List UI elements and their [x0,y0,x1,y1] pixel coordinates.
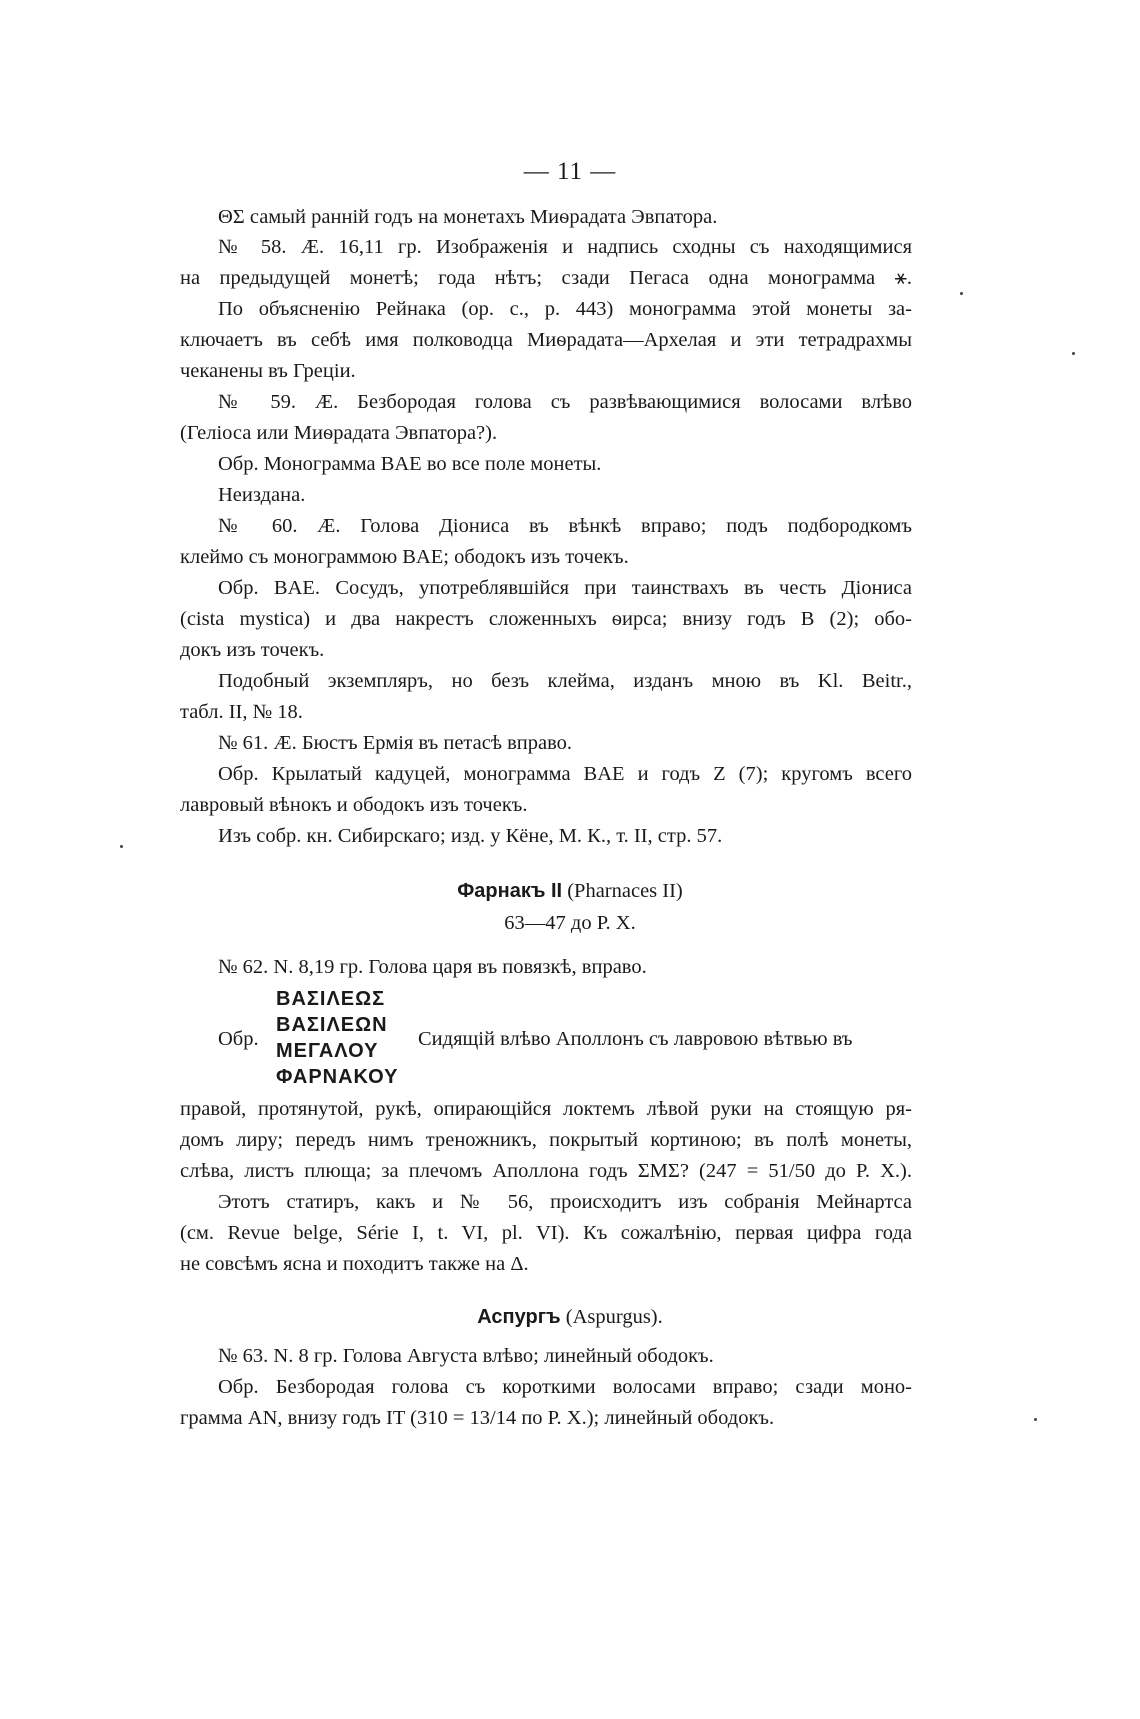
text-line: Подобный экземпляръ, но безъ клейма, изданъ мною въ Kl. Beitr., [218,670,912,692]
text-line: Обр. ΒΑΕ. Сосудъ, употреблявшійся при таинствахъ въ честь Діониса [218,577,912,599]
section-title-ru: Фарнакъ II [457,880,563,902]
greek-inscription-bottom: ΦΑΡΝΑΚΟΥ [276,1066,399,1088]
greek-inscription-line: ΜΕΓΑΛΟΥ [276,1040,379,1062]
obverse-label: Обр. [218,1028,259,1050]
scan-speck [1072,352,1075,355]
text-line: № 58. Æ. 16,11 гр. Изображенія и надпись сходны съ находящимися [218,236,912,258]
section-heading [0,880,1140,903]
text-line: не совсѣмъ ясна и походитъ также на Δ. [180,1253,529,1275]
text-line: № 61. Æ. Бюстъ Ермія въ петасѣ вправо. [218,732,573,754]
text-line: клеймо съ монограммою ΒΑΕ; ободокъ изъ точекъ. [180,546,629,568]
text-line: Сидящій влѣво Аполлонъ съ лавровою вѣтвью въ [418,1028,853,1050]
text-line: грамма ΑΝ, внизу годъ ΙΤ (310 = 13/14 по Р. X.); линейный ободокъ. [180,1407,775,1429]
text-line: Обр. Монограмма ΒΑΕ во все поле монеты. [218,453,602,475]
scan-speck [120,845,123,848]
scan-speck [1034,1418,1037,1421]
text-line: на предыдущей монетѣ; года нѣтъ; сзади Пегаса одна монограмма ⚹. [180,267,912,289]
greek-inscription-top: ΒΑΣΙΛΕΩΣ [276,988,386,1010]
section-heading [0,1306,1140,1329]
text-line: домъ лиру; передъ нимъ треножникъ, покрытый кортиною; въ полѣ монеты, [180,1129,912,1151]
text-line: чеканены въ Греціи. [180,360,356,382]
text-line: Неиздана. [218,484,306,506]
text-line: ключаетъ въ себѣ имя полководца Миѳрадата—Архелая и эти тетрадрахмы [180,329,912,351]
text-line: (Геліоса или Миѳрадата Эвпатора?). [180,422,498,444]
text-line: Изъ собр. кн. Сибирскаго; изд. у Кёне, М. К., т. II, стр. 57. [218,825,723,847]
text-line: докъ изъ точекъ. [180,639,325,661]
text-line: (cista mystica) и два накрестъ сложенныхъ ѳирса; внизу годъ Β (2); обо- [180,608,912,630]
section-dates: 63—47 до Р. X. [504,912,636,934]
section-title-lat: (Pharnaces II) [567,880,683,902]
text-line: По объясненію Рейнака (ор. с., р. 443) монограмма этой монеты за- [218,298,912,320]
text-line: табл. II, № 18. [180,701,303,723]
text-line: Обр. Безбородая голова съ короткими волосами вправо; сзади моно- [218,1376,912,1398]
text-line: ΘΣ самый ранній годъ на монетахъ Миѳрадата Эвпатора. [218,206,718,228]
text-line: № 63. Ν. 8 гр. Голова Августа влѣво; линейный ободокъ. [218,1345,714,1367]
section-title-lat: (Aspurgus). [565,1306,663,1328]
text-line: правой, протянутой, рукѣ, опирающійся локтемъ лѣвой руки на стоящую ря- [180,1098,912,1120]
text-line: № 62. Ν. 8,19 гр. Голова царя въ повязкѣ, вправо. [218,956,647,978]
scan-speck [960,292,963,295]
text-line: лавровый вѣнокъ и ободокъ изъ точекъ. [180,794,528,816]
greek-inscription-line: ΒΑΣΙΛΕΩΝ [276,1014,388,1036]
page-number: — 11 — [523,158,617,185]
text-line: слѣва, листъ плюща; за плечомъ Аполлона годъ ΣΜΣ? (247 = 51/50 до Р. X.). [180,1160,912,1182]
text-line: (см. Revue belge, Série I, t. VI, pl. VI). Къ сожалѣнію, первая цифра года [180,1222,912,1244]
section-title-ru: Аспургъ [477,1306,561,1328]
text-line: Этотъ статиръ, какъ и № 56, происходитъ изъ собранія Мейнартса [218,1191,912,1213]
text-line: № 59. Æ. Безбородая голова съ развѣвающимися волосами влѣво [218,391,912,413]
text-line: № 60. Æ. Голова Діониса въ вѣнкѣ вправо; подъ подбородкомъ [218,515,912,537]
text-line: Обр. Крылатый кадуцей, монограмма ΒΑΕ и годъ Ζ (7); кругомъ всего [218,763,912,785]
